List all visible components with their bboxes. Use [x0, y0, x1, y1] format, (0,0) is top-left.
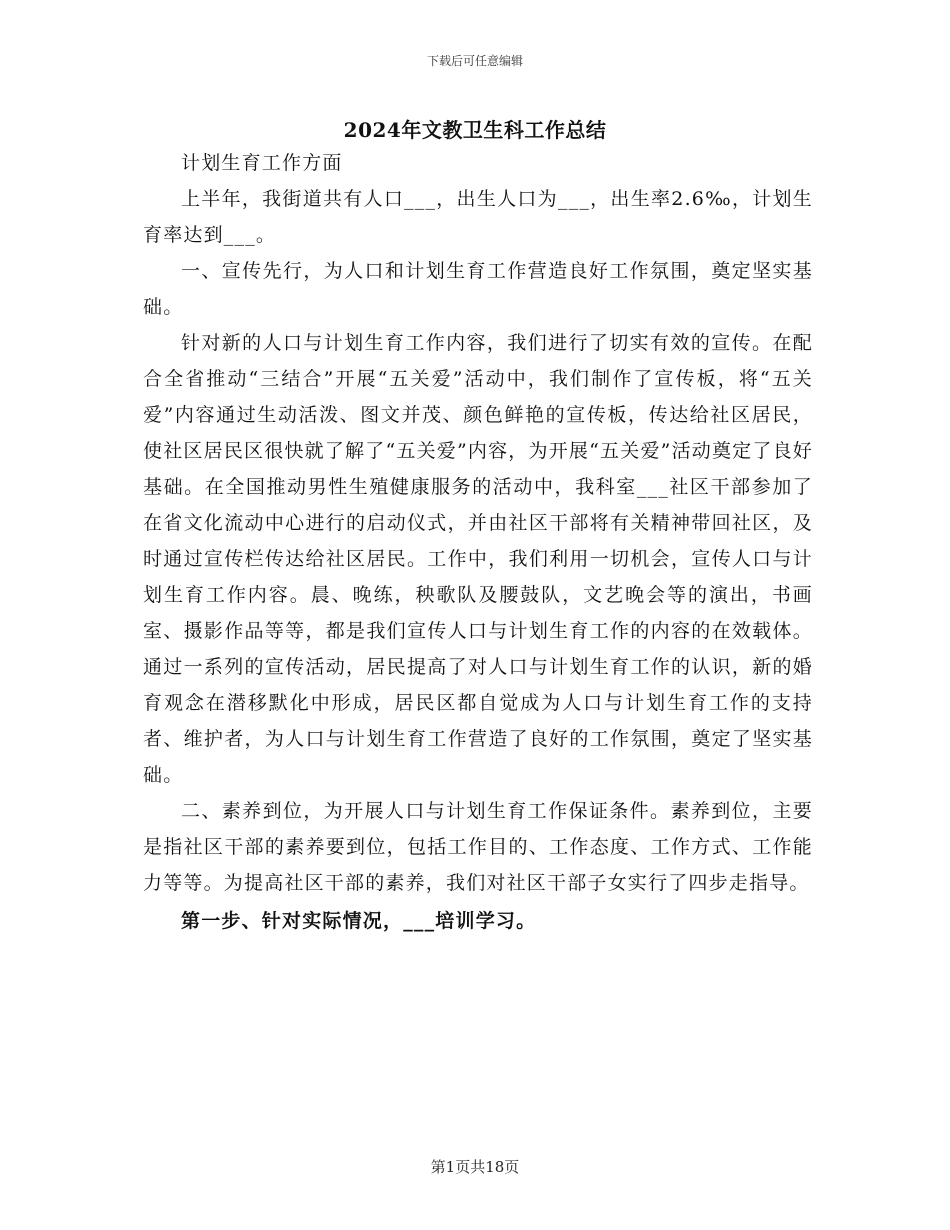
bold-paragraph: 第一步、针对实际情况，___培训学习。 — [181, 910, 537, 932]
paragraph: 一、宣传先行，为人口和计划生育工作营造良好工作氛围，奠定坚实基础。 — [143, 260, 813, 318]
document-title: 2024年文教卫生科工作总结 — [343, 118, 607, 142]
header-note: 下载后可任意编辑 — [426, 54, 523, 68]
page-footer: 第1页共18页 — [430, 1158, 520, 1176]
paragraph: 二、素养到位，为开展人口与计划生育工作保证条件。素养到位，主要是指社区干部的素养要到位，包括工作目的、工作态度、工作方式、工作能力等等。为提高社区干部的素养，我们对社区干部子女实行了四步走指导。 — [143, 800, 813, 894]
section-heading: 计划生育工作方面 — [181, 152, 343, 174]
document-body — [143, 145, 813, 939]
paragraph: 针对新的人口与计划生育工作内容，我们进行了切实有效的宣传。在配合全省推动“三结合”开展“五关爱”活动中，我们制作了宣传板，将“五关爱”内容通过生动活泼、图文并茂、颜色鲜艳的宣传板，传达给社区居民，使社区居民区很快就了解了“五关爱”内容，为开展“五关爱”活动奠定了良好基础。在全国推动男性生殖健康服务的活动中，我科室___社区干部参加了在省文化流动中心进行的启动仪式，并由社区干部将有关精神带回社区，及时通过宣传栏传达给社区居民。工作中，我们利用一切机会，宣传人口与计划生育工作内容。晨、晚练，秧歌队及腰鼓队，文艺晚会等的演出，书画室、摄影作品等等，都是我们宣传人口与计划生育工作的内容的在效载体。通过一系列的宣传活动，居民提高了对人口与计划生育工作的认识，新的婚育观念在潜移默化中形成，居民区都自觉成为人口与计划生育工作的支持者、维护者，为人口与计划生育工作营造了良好的工作氛围，奠定了坚实基础。 — [143, 332, 813, 786]
paragraph: 上半年，我街道共有人口___，出生人口为___，出生率2.6‰，计划生育率达到___。 — [143, 188, 813, 246]
